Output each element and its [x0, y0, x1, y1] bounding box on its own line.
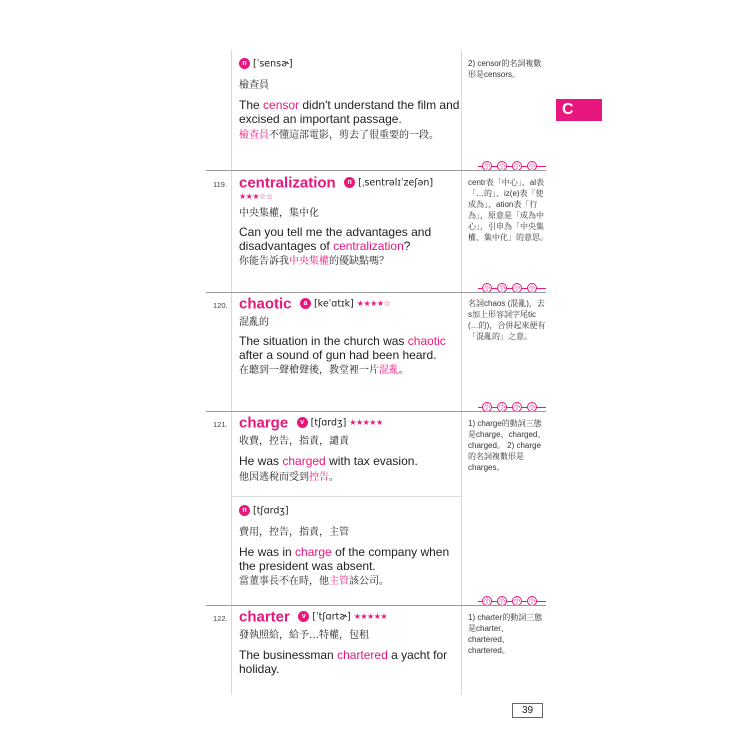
- entry-divider: [206, 170, 546, 171]
- sense-divider: [232, 496, 461, 497]
- meaning: 混亂的: [239, 317, 269, 328]
- headword: charge: [239, 414, 289, 432]
- entry-number: 120.: [213, 301, 228, 310]
- phonetic: [tʃɑrdʒ]: [253, 505, 289, 517]
- headword: centralization: [239, 174, 336, 192]
- entry-centralization: [239, 174, 464, 269]
- verb-icon: v: [298, 611, 309, 622]
- tip-marker: 小 小 小 小: [478, 595, 546, 607]
- example-en: The businessman chartered a yacht for holiday.: [239, 648, 448, 676]
- entry-divider: [206, 292, 546, 293]
- headword: chaotic: [239, 295, 292, 313]
- noun-icon: n: [239, 58, 250, 69]
- verb-icon: v: [297, 417, 308, 428]
- entry-chaotic: [239, 295, 464, 378]
- tip-marker: 小 小 小 小: [478, 401, 546, 413]
- example-en: He was in charge of the company when the president was absent.: [239, 545, 450, 573]
- phonetic: [keˈɑtɪk]: [313, 298, 354, 310]
- meaning: 檢查員: [239, 80, 269, 91]
- note-chaotic: 名詞chaos (混亂)，去s加上形容詞字尾tic (…的)，合併起來便有「混亂的」之意。: [468, 299, 546, 341]
- example-zh: 你能告訴我中央集權的優缺點嗎？: [239, 256, 389, 267]
- note-centralization: centr表「中心」、al表「…的」、iz(e)表「使成為」、ation表「行為」，原意是「成為中心」，引申為「中央集權、集中化」的意思。: [468, 178, 548, 242]
- phonetic: [ˌsentrəlɪˈzeʃən]: [358, 177, 434, 189]
- noun-icon: n: [344, 177, 355, 188]
- entry-charge: [239, 414, 464, 485]
- entry-charge-noun: [239, 502, 464, 589]
- meaning: 發執照給，給予…特權，包租: [239, 630, 369, 641]
- example-zh: 當董事長不在時，他主管該公司。: [239, 576, 389, 587]
- example-zh: 他因逃稅而受到控告。: [239, 471, 339, 483]
- meaning: 中央集權，集中化: [239, 208, 319, 219]
- noun-icon: n: [239, 505, 250, 516]
- phonetic: [ˈsensɚ]: [253, 58, 293, 70]
- example-zh: 檢查員不懂這部電影，剪去了很重要的一段。: [239, 130, 439, 141]
- meaning: 收費，控告，指責，譴責: [239, 436, 349, 447]
- example-en: He was charged with tax evasion.: [239, 454, 418, 468]
- rating-stars: ★★★★★: [353, 612, 388, 622]
- meaning: 費用，控告，指責，主管: [239, 527, 349, 538]
- adjective-icon: a: [300, 298, 311, 309]
- rating-stars: ★★★★★: [349, 418, 383, 428]
- entry-number: 121.: [213, 420, 228, 429]
- example-en: The censor didn't understand the film and excised an important passage.: [239, 98, 460, 126]
- entry-divider: [206, 411, 546, 412]
- entry-charter: [239, 608, 464, 676]
- entry-censor-noun: [239, 55, 464, 143]
- rating-stars: ★★★★☆: [356, 299, 391, 309]
- example-zh: 在聽到一聲槍聲後，教堂裡一片混亂。: [239, 365, 409, 376]
- section-tab: C: [556, 99, 602, 121]
- tip-marker: 小 小 小 小: [478, 160, 546, 172]
- note-charge: 1) charge的動詞三態是charge、charged、charged。 2) charge的名詞複數形是charges。: [468, 419, 546, 472]
- tip-marker: 小 小 小 小: [478, 282, 546, 294]
- phonetic: [ˈtʃɑrtɚ]: [312, 611, 351, 623]
- phonetic: [tʃɑrdʒ]: [310, 417, 347, 429]
- entry-divider: [206, 605, 546, 606]
- entry-number: 119.: [213, 180, 228, 189]
- rating-stars: ★★★☆☆: [239, 192, 273, 201]
- headword: charter: [239, 608, 290, 626]
- example-en: The situation in the church was chaotic after a sound of gun had been heard.: [239, 334, 446, 362]
- main-column-left-rule: [231, 50, 232, 695]
- page-number: 39: [512, 703, 543, 718]
- note-charter: 1) charter的動詞三態是charter、chartered、chartered。: [468, 613, 543, 655]
- entry-number: 122.: [213, 614, 228, 623]
- note-censor: 2) censor的名詞複數形是censors。: [468, 59, 542, 79]
- example-en: Can you tell me the advantages and disadvantages of centralization?: [239, 225, 432, 253]
